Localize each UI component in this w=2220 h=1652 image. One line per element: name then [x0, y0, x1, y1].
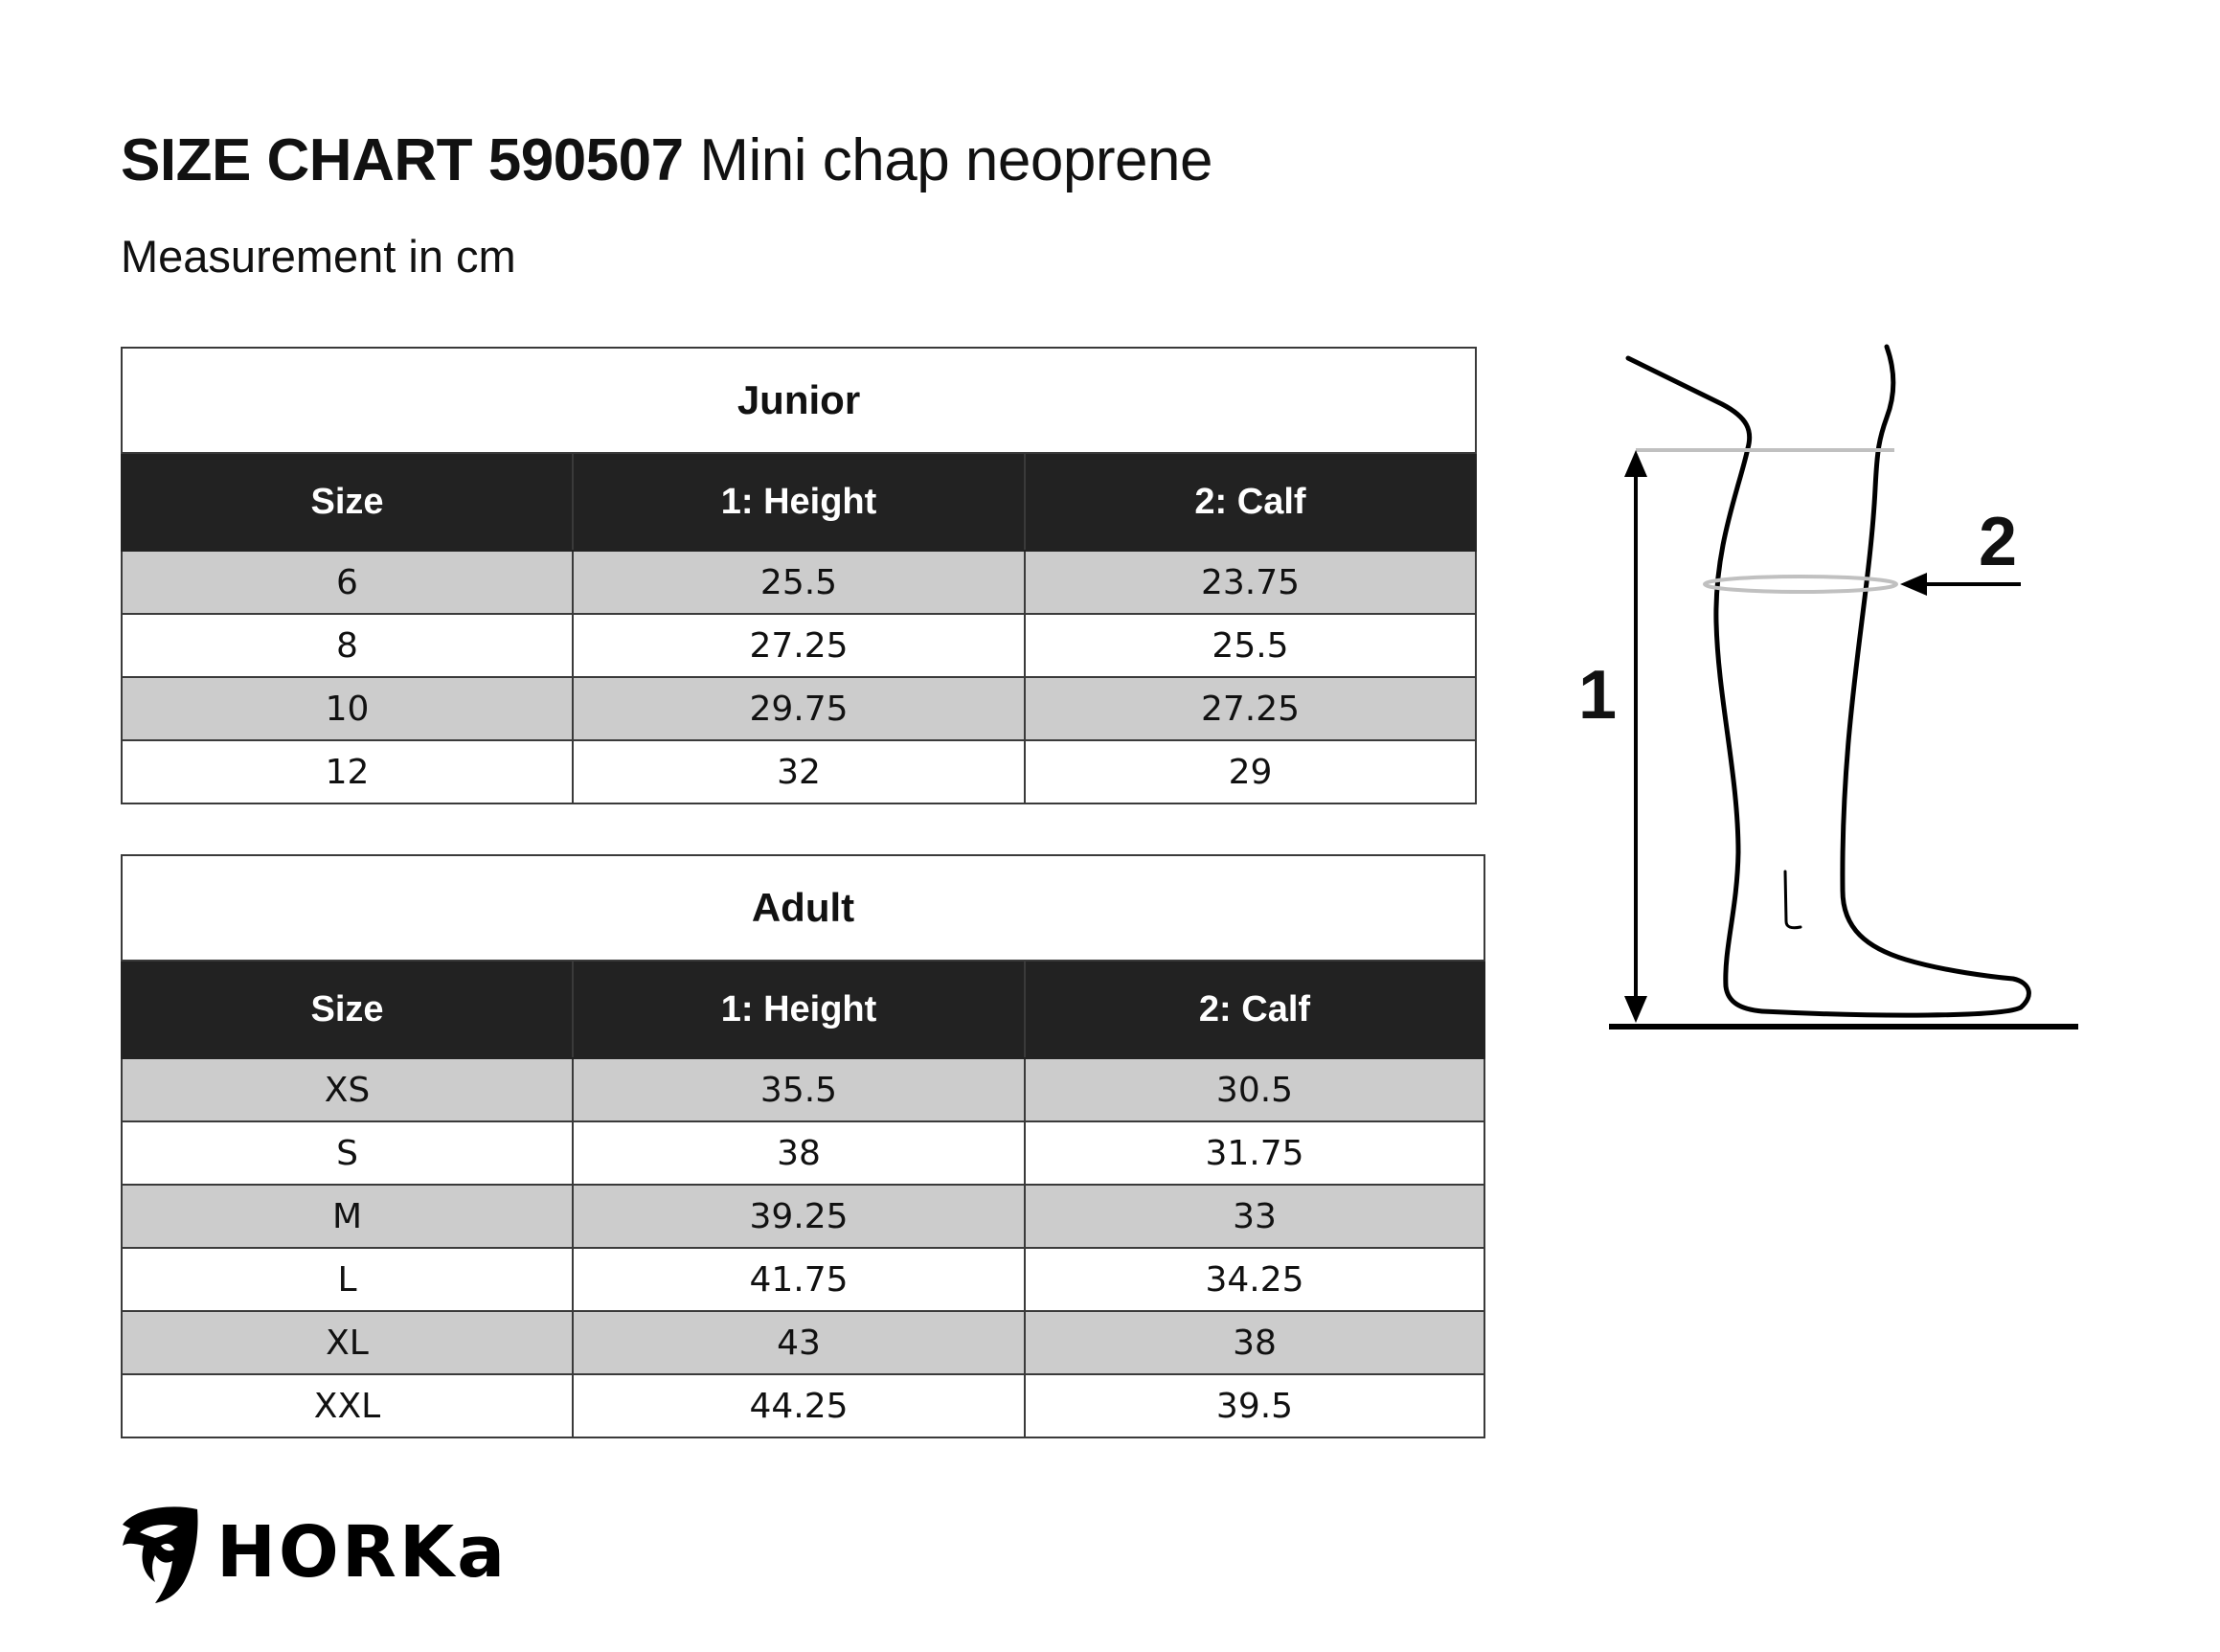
brand-wordmark: HORKa [216, 1511, 509, 1594]
size-cell: 10 [122, 677, 573, 740]
table-row [122, 1374, 1484, 1437]
height-cell: 44.25 [573, 1374, 1025, 1437]
height-cell: 27.25 [573, 614, 1025, 677]
junior-table-caption: Junior [122, 348, 1476, 453]
table-row [122, 614, 1476, 677]
height-cell: 29.75 [573, 677, 1025, 740]
adult-header-calf: 2: Calf [1025, 961, 1484, 1058]
junior-header-calf: 2: Calf [1025, 453, 1476, 551]
page-title [121, 123, 1212, 199]
height-arrow-head-down [1624, 996, 1647, 1023]
junior-size-table [121, 347, 1477, 804]
adult-table-caption: Adult [122, 855, 1484, 961]
height-cell: 39.25 [573, 1185, 1025, 1248]
adult-size-table [121, 854, 1485, 1438]
title-product-name: Mini chap neoprene [699, 127, 1212, 193]
junior-header-height: 1: Height [573, 453, 1025, 551]
size-cell: S [122, 1121, 573, 1185]
calf-label: 2 [1979, 504, 2018, 580]
table-row [122, 1248, 1484, 1311]
height-cell: 38 [573, 1121, 1025, 1185]
height-cell: 35.5 [573, 1058, 1025, 1121]
calf-cell: 34.25 [1025, 1248, 1484, 1311]
calf-cell: 23.75 [1025, 551, 1476, 614]
calf-cell: 25.5 [1025, 614, 1476, 677]
horse-head-logo-icon [117, 1504, 203, 1603]
table-row [122, 1058, 1484, 1121]
adult-table-body [122, 1058, 1484, 1437]
height-cell: 41.75 [573, 1248, 1025, 1311]
height-arrow-head-up [1624, 450, 1647, 477]
measurement-unit-note: Measurement in cm [121, 231, 516, 282]
size-cell: 12 [122, 740, 573, 803]
size-cell: 8 [122, 614, 573, 677]
size-cell: L [122, 1248, 573, 1311]
table-row [122, 1185, 1484, 1248]
calf-arrow-head [1900, 573, 1927, 596]
adult-header-size: Size [122, 961, 573, 1058]
calf-cell: 38 [1025, 1311, 1484, 1374]
junior-table-body [122, 551, 1476, 803]
brand-logo [117, 1504, 509, 1609]
height-cell: 25.5 [573, 551, 1025, 614]
leg-outline-back [1762, 347, 2028, 1015]
leg-outline-front [1628, 358, 1762, 1011]
leg-measurement-diagram [1571, 335, 2107, 1044]
height-cell: 32 [573, 740, 1025, 803]
table-row [122, 551, 1476, 614]
calf-cell: 29 [1025, 740, 1476, 803]
size-cell: XL [122, 1311, 573, 1374]
junior-header-size: Size [122, 453, 573, 551]
table-row [122, 1311, 1484, 1374]
calf-cell: 27.25 [1025, 677, 1476, 740]
table-row [122, 677, 1476, 740]
size-cell: M [122, 1185, 573, 1248]
height-label: 1 [1578, 657, 1618, 734]
calf-cell: 30.5 [1025, 1058, 1484, 1121]
title-product-code: SIZE CHART 590507 [121, 127, 684, 193]
table-row [122, 1121, 1484, 1185]
size-cell: XS [122, 1058, 573, 1121]
table-row [122, 740, 1476, 803]
size-cell: 6 [122, 551, 573, 614]
adult-header-height: 1: Height [573, 961, 1025, 1058]
calf-cell: 33 [1025, 1185, 1484, 1248]
ankle-mark [1785, 871, 1801, 928]
size-cell: XXL [122, 1374, 573, 1437]
calf-cell: 39.5 [1025, 1374, 1484, 1437]
calf-cell: 31.75 [1025, 1121, 1484, 1185]
height-cell: 43 [573, 1311, 1025, 1374]
